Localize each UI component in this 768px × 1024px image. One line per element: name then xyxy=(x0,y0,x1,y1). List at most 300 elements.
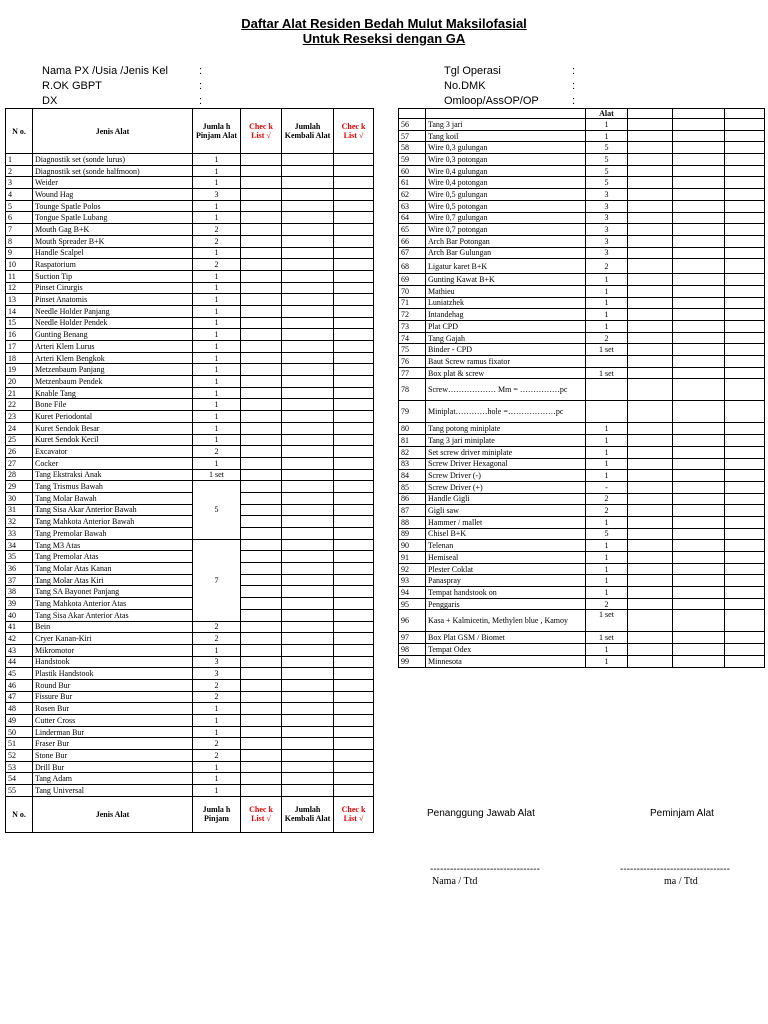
returned-qty-cell[interactable] xyxy=(673,493,725,505)
check-cell[interactable] xyxy=(241,154,282,166)
check-cell[interactable] xyxy=(628,200,673,212)
returned-qty-cell[interactable] xyxy=(282,259,334,271)
check-cell[interactable] xyxy=(628,344,673,356)
check-cell[interactable] xyxy=(334,294,374,306)
returned-qty-cell[interactable] xyxy=(673,321,725,333)
check-cell[interactable] xyxy=(334,738,374,750)
check-cell[interactable] xyxy=(334,621,374,633)
check-cell[interactable] xyxy=(725,540,765,552)
returned-qty-cell[interactable] xyxy=(673,610,725,632)
check-cell[interactable] xyxy=(725,212,765,224)
check-cell[interactable] xyxy=(334,259,374,271)
check-cell[interactable] xyxy=(334,329,374,341)
check-cell[interactable] xyxy=(334,165,374,177)
check-cell[interactable] xyxy=(725,379,765,401)
check-cell[interactable] xyxy=(334,481,374,493)
returned-qty-cell[interactable] xyxy=(282,726,334,738)
check-cell[interactable] xyxy=(334,504,374,516)
returned-qty-cell[interactable] xyxy=(282,235,334,247)
returned-qty-cell[interactable] xyxy=(282,773,334,785)
check-cell[interactable] xyxy=(628,423,673,435)
check-cell[interactable] xyxy=(334,457,374,469)
check-cell[interactable] xyxy=(241,387,282,399)
check-cell[interactable] xyxy=(334,317,374,329)
check-cell[interactable] xyxy=(725,274,765,286)
check-cell[interactable] xyxy=(334,399,374,411)
check-cell[interactable] xyxy=(241,200,282,212)
check-cell[interactable] xyxy=(725,224,765,236)
check-cell[interactable] xyxy=(628,458,673,470)
check-cell[interactable] xyxy=(241,364,282,376)
returned-qty-cell[interactable] xyxy=(282,621,334,633)
returned-qty-cell[interactable] xyxy=(282,422,334,434)
returned-qty-cell[interactable] xyxy=(282,200,334,212)
returned-qty-cell[interactable] xyxy=(282,539,334,551)
returned-qty-cell[interactable] xyxy=(282,644,334,656)
returned-qty-cell[interactable] xyxy=(673,189,725,201)
returned-qty-cell[interactable] xyxy=(673,154,725,166)
check-cell[interactable] xyxy=(241,376,282,388)
returned-qty-cell[interactable] xyxy=(282,457,334,469)
check-cell[interactable] xyxy=(334,282,374,294)
check-cell[interactable] xyxy=(241,551,282,563)
check-cell[interactable] xyxy=(241,317,282,329)
check-cell[interactable] xyxy=(334,609,374,621)
check-cell[interactable] xyxy=(241,457,282,469)
returned-qty-cell[interactable] xyxy=(673,458,725,470)
check-cell[interactable] xyxy=(725,610,765,632)
check-cell[interactable] xyxy=(628,435,673,447)
returned-qty-cell[interactable] xyxy=(673,481,725,493)
check-cell[interactable] xyxy=(334,270,374,282)
check-cell[interactable] xyxy=(725,321,765,333)
returned-qty-cell[interactable] xyxy=(673,505,725,517)
check-cell[interactable] xyxy=(241,609,282,621)
check-cell[interactable] xyxy=(725,446,765,458)
returned-qty-cell[interactable] xyxy=(282,551,334,563)
returned-qty-cell[interactable] xyxy=(673,165,725,177)
check-cell[interactable] xyxy=(241,434,282,446)
check-cell[interactable] xyxy=(628,610,673,632)
check-cell[interactable] xyxy=(334,574,374,586)
check-cell[interactable] xyxy=(334,235,374,247)
check-cell[interactable] xyxy=(725,235,765,247)
returned-qty-cell[interactable] xyxy=(673,212,725,224)
returned-qty-cell[interactable] xyxy=(673,142,725,154)
check-cell[interactable] xyxy=(628,212,673,224)
check-cell[interactable] xyxy=(241,750,282,762)
check-cell[interactable] xyxy=(334,703,374,715)
check-cell[interactable] xyxy=(334,177,374,189)
returned-qty-cell[interactable] xyxy=(282,504,334,516)
returned-qty-cell[interactable] xyxy=(282,399,334,411)
check-cell[interactable] xyxy=(628,379,673,401)
returned-qty-cell[interactable] xyxy=(673,224,725,236)
returned-qty-cell[interactable] xyxy=(282,364,334,376)
returned-qty-cell[interactable] xyxy=(673,552,725,564)
check-cell[interactable] xyxy=(628,224,673,236)
row-number: 96 xyxy=(399,610,426,632)
check-cell[interactable] xyxy=(334,750,374,762)
check-cell[interactable] xyxy=(241,224,282,236)
check-cell[interactable] xyxy=(241,785,282,797)
check-cell[interactable] xyxy=(628,587,673,599)
returned-qty-cell[interactable] xyxy=(282,411,334,423)
check-cell[interactable] xyxy=(241,656,282,668)
returned-qty-cell[interactable] xyxy=(673,446,725,458)
check-cell[interactable] xyxy=(241,189,282,201)
returned-qty-cell[interactable] xyxy=(282,387,334,399)
check-cell[interactable] xyxy=(334,492,374,504)
check-cell[interactable] xyxy=(628,189,673,201)
check-cell[interactable] xyxy=(241,399,282,411)
check-cell[interactable] xyxy=(334,376,374,388)
check-cell[interactable] xyxy=(628,177,673,189)
check-cell[interactable] xyxy=(725,493,765,505)
check-cell[interactable] xyxy=(334,551,374,563)
check-cell[interactable] xyxy=(725,367,765,379)
returned-qty-cell[interactable] xyxy=(673,259,725,274)
returned-qty-cell[interactable] xyxy=(673,367,725,379)
check-cell[interactable] xyxy=(334,189,374,201)
check-cell[interactable] xyxy=(241,469,282,481)
check-cell[interactable] xyxy=(241,481,282,493)
check-cell[interactable] xyxy=(628,297,673,309)
returned-qty-cell[interactable] xyxy=(282,341,334,353)
returned-qty-cell[interactable] xyxy=(673,598,725,610)
returned-qty-cell[interactable] xyxy=(282,165,334,177)
returned-qty-cell[interactable] xyxy=(282,633,334,645)
check-cell[interactable] xyxy=(725,598,765,610)
instrument-name: Round Bur xyxy=(33,679,193,691)
returned-qty-cell[interactable] xyxy=(282,224,334,236)
check-cell[interactable] xyxy=(334,598,374,610)
check-cell[interactable] xyxy=(334,247,374,259)
check-cell[interactable] xyxy=(241,329,282,341)
check-cell[interactable] xyxy=(725,470,765,482)
check-cell[interactable] xyxy=(241,446,282,458)
check-cell[interactable] xyxy=(241,504,282,516)
check-cell[interactable] xyxy=(334,563,374,575)
check-cell[interactable] xyxy=(241,644,282,656)
check-cell[interactable] xyxy=(241,294,282,306)
returned-qty-cell[interactable] xyxy=(282,761,334,773)
check-cell[interactable] xyxy=(725,344,765,356)
check-cell[interactable] xyxy=(725,528,765,540)
check-cell[interactable] xyxy=(241,773,282,785)
check-cell[interactable] xyxy=(334,341,374,353)
check-cell[interactable] xyxy=(241,492,282,504)
check-cell[interactable] xyxy=(628,154,673,166)
check-cell[interactable] xyxy=(725,644,765,656)
check-cell[interactable] xyxy=(241,598,282,610)
returned-qty-cell[interactable] xyxy=(673,528,725,540)
returned-qty-cell[interactable] xyxy=(282,189,334,201)
check-cell[interactable] xyxy=(628,493,673,505)
returned-qty-cell[interactable] xyxy=(673,435,725,447)
returned-qty-cell[interactable] xyxy=(673,344,725,356)
check-cell[interactable] xyxy=(241,212,282,224)
check-cell[interactable] xyxy=(628,401,673,423)
check-cell[interactable] xyxy=(725,142,765,154)
check-cell[interactable] xyxy=(241,270,282,282)
returned-qty-cell[interactable] xyxy=(673,235,725,247)
returned-qty-cell[interactable] xyxy=(282,352,334,364)
check-cell[interactable] xyxy=(334,434,374,446)
check-cell[interactable] xyxy=(241,247,282,259)
check-cell[interactable] xyxy=(725,401,765,423)
check-cell[interactable] xyxy=(628,259,673,274)
check-cell[interactable] xyxy=(241,422,282,434)
check-cell[interactable] xyxy=(628,165,673,177)
check-cell[interactable] xyxy=(628,356,673,368)
check-cell[interactable] xyxy=(628,598,673,610)
returned-qty-cell[interactable] xyxy=(673,516,725,528)
check-cell[interactable] xyxy=(241,574,282,586)
returned-qty-cell[interactable] xyxy=(673,632,725,644)
check-cell[interactable] xyxy=(628,632,673,644)
check-cell[interactable] xyxy=(334,715,374,727)
check-cell[interactable] xyxy=(628,446,673,458)
returned-qty-cell[interactable] xyxy=(673,470,725,482)
check-cell[interactable] xyxy=(241,621,282,633)
check-cell[interactable] xyxy=(725,632,765,644)
check-cell[interactable] xyxy=(241,305,282,317)
returned-qty-cell[interactable] xyxy=(282,715,334,727)
returned-qty-cell[interactable] xyxy=(673,200,725,212)
returned-qty-cell[interactable] xyxy=(282,270,334,282)
check-cell[interactable] xyxy=(241,235,282,247)
returned-qty-cell[interactable] xyxy=(673,644,725,656)
check-cell[interactable] xyxy=(725,575,765,587)
check-cell[interactable] xyxy=(725,356,765,368)
check-cell[interactable] xyxy=(725,154,765,166)
check-cell[interactable] xyxy=(334,586,374,598)
returned-qty-cell[interactable] xyxy=(673,130,725,142)
check-cell[interactable] xyxy=(725,655,765,667)
check-cell[interactable] xyxy=(334,212,374,224)
returned-qty-cell[interactable] xyxy=(673,423,725,435)
check-cell[interactable] xyxy=(725,177,765,189)
returned-qty-cell[interactable] xyxy=(673,575,725,587)
check-cell[interactable] xyxy=(725,130,765,142)
check-cell[interactable] xyxy=(725,587,765,599)
check-cell[interactable] xyxy=(725,309,765,321)
check-cell[interactable] xyxy=(628,332,673,344)
check-cell[interactable] xyxy=(725,458,765,470)
check-cell[interactable] xyxy=(725,119,765,131)
returned-qty-cell[interactable] xyxy=(282,738,334,750)
check-cell[interactable] xyxy=(628,552,673,564)
returned-qty-cell[interactable] xyxy=(673,356,725,368)
returned-qty-cell[interactable] xyxy=(673,379,725,401)
returned-qty-cell[interactable] xyxy=(282,598,334,610)
check-cell[interactable] xyxy=(628,516,673,528)
check-cell[interactable] xyxy=(628,321,673,333)
returned-qty-cell[interactable] xyxy=(282,177,334,189)
returned-qty-cell[interactable] xyxy=(282,668,334,680)
returned-qty-cell[interactable] xyxy=(673,119,725,131)
check-cell[interactable] xyxy=(334,761,374,773)
check-cell[interactable] xyxy=(628,130,673,142)
check-cell[interactable] xyxy=(628,655,673,667)
returned-qty-cell[interactable] xyxy=(282,317,334,329)
returned-qty-cell[interactable] xyxy=(282,516,334,528)
returned-qty-cell[interactable] xyxy=(282,469,334,481)
returned-qty-cell[interactable] xyxy=(673,563,725,575)
check-cell[interactable] xyxy=(725,332,765,344)
returned-qty-cell[interactable] xyxy=(282,247,334,259)
check-cell[interactable] xyxy=(334,726,374,738)
check-cell[interactable] xyxy=(725,435,765,447)
check-cell[interactable] xyxy=(628,274,673,286)
returned-qty-cell[interactable] xyxy=(282,679,334,691)
check-cell[interactable] xyxy=(241,411,282,423)
returned-qty-cell[interactable] xyxy=(282,329,334,341)
check-cell[interactable] xyxy=(241,352,282,364)
returned-qty-cell[interactable] xyxy=(673,177,725,189)
returned-qty-cell[interactable] xyxy=(673,285,725,297)
returned-qty-cell[interactable] xyxy=(282,528,334,540)
check-cell[interactable] xyxy=(241,715,282,727)
check-cell[interactable] xyxy=(334,200,374,212)
check-cell[interactable] xyxy=(725,200,765,212)
returned-qty-cell[interactable] xyxy=(673,332,725,344)
returned-qty-cell[interactable] xyxy=(282,282,334,294)
row-number: 90 xyxy=(399,540,426,552)
check-cell[interactable] xyxy=(241,738,282,750)
check-cell[interactable] xyxy=(241,761,282,773)
returned-qty-cell[interactable] xyxy=(673,540,725,552)
check-cell[interactable] xyxy=(334,679,374,691)
check-cell[interactable] xyxy=(334,387,374,399)
returned-qty-cell[interactable] xyxy=(673,247,725,259)
check-cell[interactable] xyxy=(334,364,374,376)
check-cell[interactable] xyxy=(241,528,282,540)
check-cell[interactable] xyxy=(241,586,282,598)
check-cell[interactable] xyxy=(628,247,673,259)
returned-qty-cell[interactable] xyxy=(673,655,725,667)
check-cell[interactable] xyxy=(725,189,765,201)
check-cell[interactable] xyxy=(725,516,765,528)
returned-qty-cell[interactable] xyxy=(282,481,334,493)
check-cell[interactable] xyxy=(334,773,374,785)
check-cell[interactable] xyxy=(334,446,374,458)
check-cell[interactable] xyxy=(628,309,673,321)
check-cell[interactable] xyxy=(241,668,282,680)
check-cell[interactable] xyxy=(628,644,673,656)
check-cell[interactable] xyxy=(334,154,374,166)
returned-qty-cell[interactable] xyxy=(673,274,725,286)
check-cell[interactable] xyxy=(334,305,374,317)
returned-qty-cell[interactable] xyxy=(673,401,725,423)
check-cell[interactable] xyxy=(725,481,765,493)
check-cell[interactable] xyxy=(725,259,765,274)
check-cell[interactable] xyxy=(334,411,374,423)
check-cell[interactable] xyxy=(628,285,673,297)
check-cell[interactable] xyxy=(334,352,374,364)
returned-qty-cell[interactable] xyxy=(282,212,334,224)
check-cell[interactable] xyxy=(725,563,765,575)
check-cell[interactable] xyxy=(334,528,374,540)
check-cell[interactable] xyxy=(628,528,673,540)
returned-qty-cell[interactable] xyxy=(282,376,334,388)
check-cell[interactable] xyxy=(628,142,673,154)
check-cell[interactable] xyxy=(241,282,282,294)
check-cell[interactable] xyxy=(628,119,673,131)
check-cell[interactable] xyxy=(241,679,282,691)
returned-qty-cell[interactable] xyxy=(282,446,334,458)
check-cell[interactable] xyxy=(628,367,673,379)
check-cell[interactable] xyxy=(334,644,374,656)
check-cell[interactable] xyxy=(334,469,374,481)
check-cell[interactable] xyxy=(628,235,673,247)
returned-qty-cell[interactable] xyxy=(673,309,725,321)
check-cell[interactable] xyxy=(241,341,282,353)
check-cell[interactable] xyxy=(241,633,282,645)
returned-qty-cell[interactable] xyxy=(282,656,334,668)
check-cell[interactable] xyxy=(334,656,374,668)
check-cell[interactable] xyxy=(334,633,374,645)
check-cell[interactable] xyxy=(241,177,282,189)
check-cell[interactable] xyxy=(628,481,673,493)
check-cell[interactable] xyxy=(628,505,673,517)
check-cell[interactable] xyxy=(334,539,374,551)
check-cell[interactable] xyxy=(628,575,673,587)
returned-qty-cell[interactable] xyxy=(282,305,334,317)
check-cell[interactable] xyxy=(334,691,374,703)
check-cell[interactable] xyxy=(334,516,374,528)
check-cell[interactable] xyxy=(725,505,765,517)
returned-qty-cell[interactable] xyxy=(282,563,334,575)
check-cell[interactable] xyxy=(725,552,765,564)
check-cell[interactable] xyxy=(241,259,282,271)
returned-qty-cell[interactable] xyxy=(673,297,725,309)
returned-qty-cell[interactable] xyxy=(282,434,334,446)
check-cell[interactable] xyxy=(725,285,765,297)
returned-qty-cell[interactable] xyxy=(282,785,334,797)
check-cell[interactable] xyxy=(241,726,282,738)
check-cell[interactable] xyxy=(334,224,374,236)
check-cell[interactable] xyxy=(241,165,282,177)
returned-qty-cell[interactable] xyxy=(282,586,334,598)
returned-qty-cell[interactable] xyxy=(282,691,334,703)
check-cell[interactable] xyxy=(725,297,765,309)
check-cell[interactable] xyxy=(241,563,282,575)
check-cell[interactable] xyxy=(628,540,673,552)
check-cell[interactable] xyxy=(628,563,673,575)
check-cell[interactable] xyxy=(628,470,673,482)
returned-qty-cell[interactable] xyxy=(282,574,334,586)
returned-qty-cell[interactable] xyxy=(282,154,334,166)
returned-qty-cell[interactable] xyxy=(282,750,334,762)
check-cell[interactable] xyxy=(241,539,282,551)
check-cell[interactable] xyxy=(241,516,282,528)
check-cell[interactable] xyxy=(334,422,374,434)
returned-qty-cell[interactable] xyxy=(282,609,334,621)
check-cell[interactable] xyxy=(725,247,765,259)
check-cell[interactable] xyxy=(334,668,374,680)
returned-qty-cell[interactable] xyxy=(673,587,725,599)
returned-qty-cell[interactable] xyxy=(282,294,334,306)
returned-qty-cell[interactable] xyxy=(282,703,334,715)
check-cell[interactable] xyxy=(334,785,374,797)
check-cell[interactable] xyxy=(725,165,765,177)
check-cell[interactable] xyxy=(241,691,282,703)
check-cell[interactable] xyxy=(241,703,282,715)
check-cell[interactable] xyxy=(725,423,765,435)
returned-qty-cell[interactable] xyxy=(282,492,334,504)
